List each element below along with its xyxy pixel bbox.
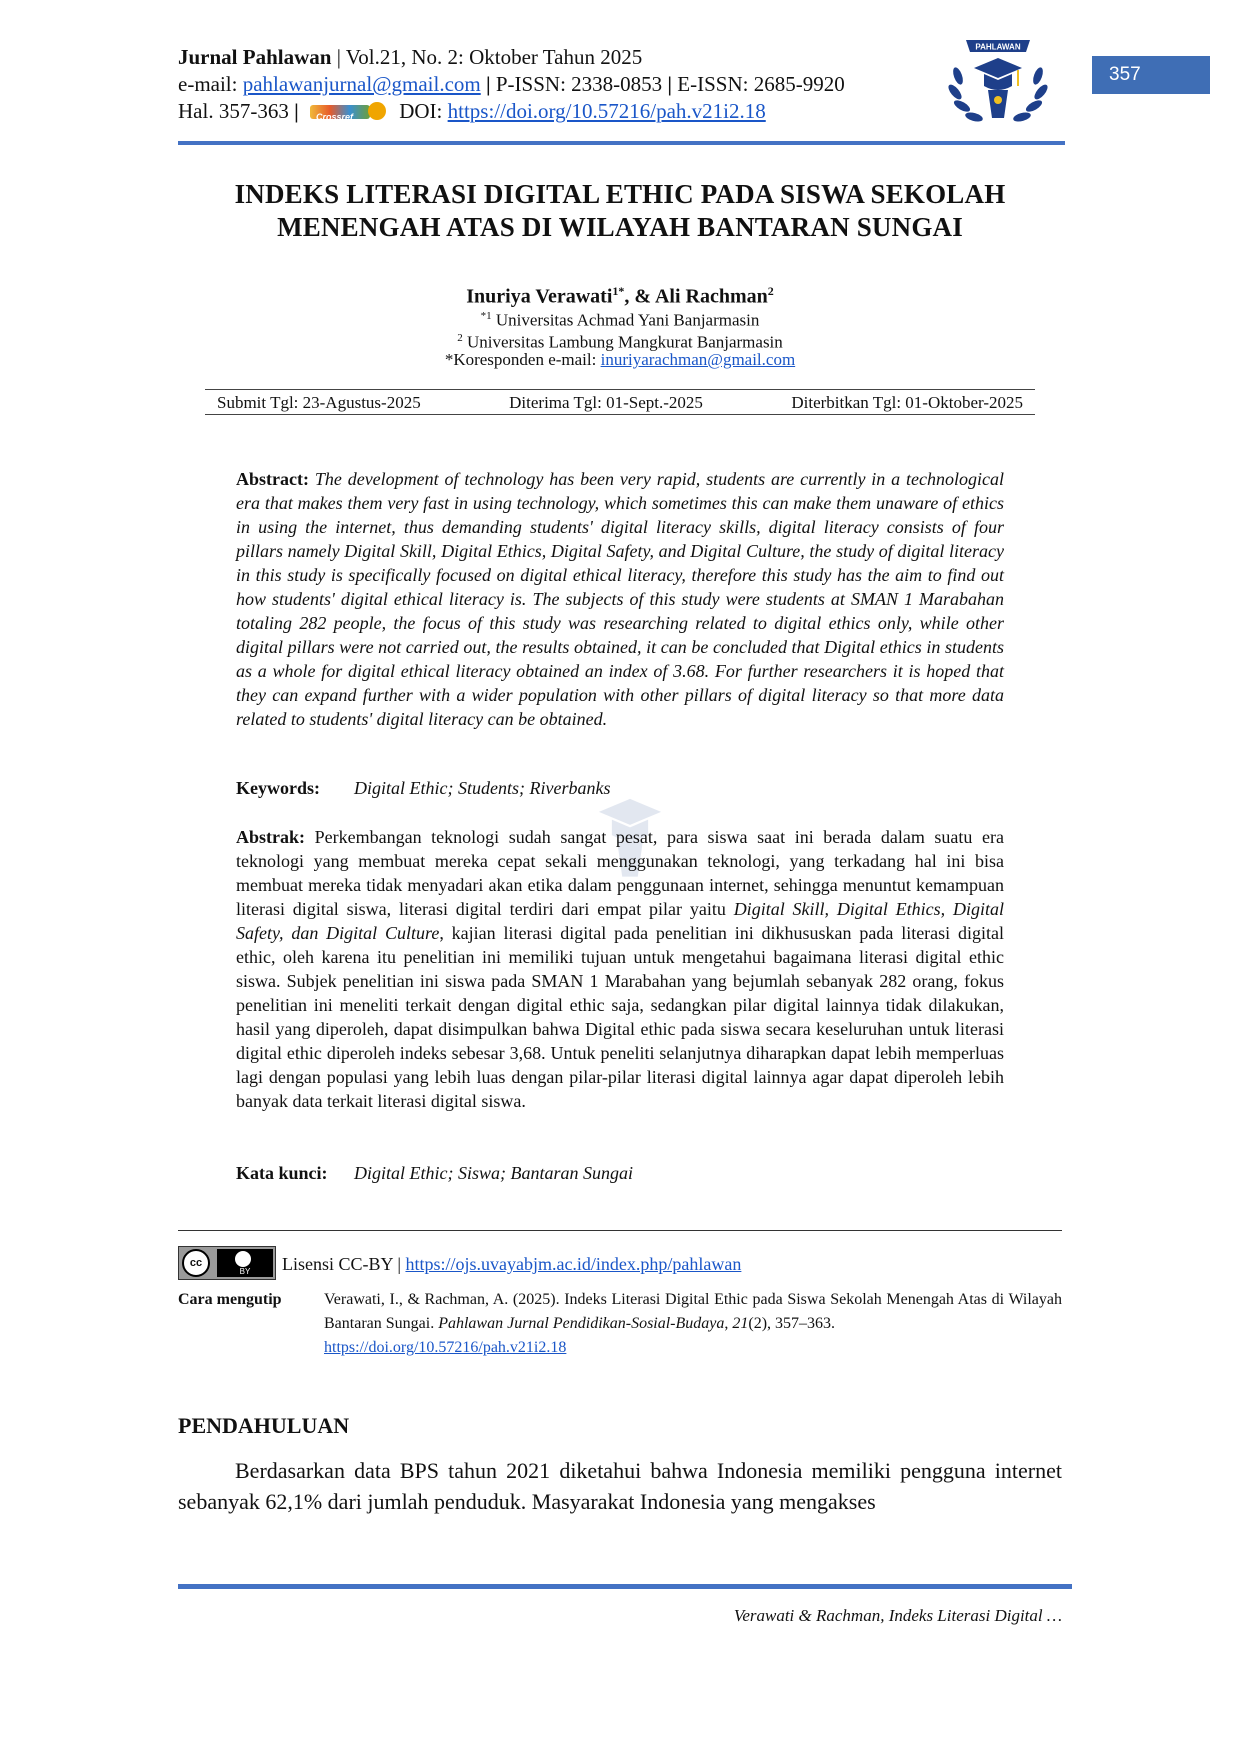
published-date: Diterbitkan Tgl: 01-Oktober-2025 [791, 393, 1023, 412]
header-line-2: e-mail: pahlawanjurnal@gmail.com | P-ISSN: 2338-0853 | E-ISSN: 2685-9920 [178, 72, 845, 96]
journal-url-link[interactable]: https://ojs.uvayabjm.ac.id/index.php/pahlawan [405, 1254, 742, 1274]
header-line-1: Jurnal Pahlawan | Vol.21, No. 2: Oktober Tahun 2025 [178, 45, 643, 69]
affiliation-1: $^{*1}$ Universitas Achmad Yani Banjarmasin [480, 310, 760, 330]
journal-logo [944, 34, 1052, 130]
kata-kunci-value: Digital Ethic; Siswa; Bantaran Sungai [354, 1163, 633, 1183]
citation-text: Verawati, I., & Rachman, A. (2025). Indeks Literasi Digital Ethic pada Siswa Sekolah Menengah Atas di Wilayah Bantaran Sungai. Pahlawan Jurnal Pendidikan-Sosial-Budaya, 21(2), 357–363. https://doi.org/10.57216/pah.v21i2.18 [324, 1291, 1062, 1356]
citation-label: Cara mengutip [178, 1291, 282, 1308]
cc-by-license-icon[interactable]: cc BY [178, 1246, 276, 1280]
article-title: INDEKS LITERASI DIGITAL ETHIC PADA SISWA SEKOLAH MENENGAH ATAS DI WILAYAH BANTARAN SUNGAI [234, 179, 1006, 242]
keywords-label: Keywords: [236, 778, 320, 798]
keywords-value: Digital Ethic; Students; Riverbanks [354, 778, 611, 798]
abstract-indonesian: Abstrak: Perkembangan teknologi sudah sangat pesat, para siswa saat ini berada dalam suatu era teknologi yang membuat mereka cepat sekali menggunakan teknologi, yang terkadang hal ini bisa membuat mereka tidak menyadari akan etika dalam penggunaan internet, sehingga menuntut kemampuan literasi digital siswa, literasi digital terdiri dari empat pilar yaitu Digital Skill, Digital Ethics, Digital Safety, dan Digital Culture, kajian literasi digital pada penelitian ini dikhususkan pada literasi digital ethic, oleh karena itu penelitian ini memiliki tujuan untuk mengetahui bagaimana literasi digital ethic siswa. Subjek penelitian ini siswa pada SMAN 1 Marabahan yang bejumlah sebanyak 282 orang, fokus penelitian ini meneliti terkait dengan digital ethic saja, sedangkan pilar digital lainnya tidak dilakukan, hasil yang diperoleh, dapat disimpulkan bahwa Digital ethic pada siswa secara keseluruhan untuk literasi digital ethic diperoleh indeks sebesar 3,68. Untuk peneliti selanjutnya diharapkan dapat lebih memperluas lagi dengan populasi yang lebih luas dengan pilar-pilar literasi digital lainnya agar dapat diperoleh lebih banyak data terkait literasi digital siswa. [236, 827, 1005, 1111]
submit-date: Submit Tgl: 23-Agustus-2025 [217, 393, 421, 412]
page-range: Hal. 357-363 [178, 99, 289, 123]
page-number-tab: 357 [1092, 56, 1210, 94]
footer-divider [178, 1584, 1072, 1589]
author-list: Inuriya Verawati$^{1*}$, & Ali Rachman$^2$ [466, 284, 774, 308]
keywords-english [236, 776, 610, 800]
svg-text:PAHLAWAN: PAHLAWAN [975, 42, 1021, 52]
accepted-date: Diterima Tgl: 01-Sept.-2025 [509, 393, 703, 412]
author-name: Inuriya Verawati [466, 285, 613, 308]
header-divider [178, 141, 1065, 145]
e-issn: E-ISSN: 2685-9920 [677, 72, 845, 96]
abstract-text: The development of technology has been very rapid, students are currently in a technological era that makes them very fast in using technology, which sometimes this can make them unaware of ethics in using the internet, thus demanding students' digital literacy skills, digital literacy consists of four pillars namely Digital Skill, Digital Ethics, Digital Safety, and Digital Culture, the study of digital literacy in this study is specifically focused on digital ethical literacy, therefore this study has the aim to find out how students' digital ethical literacy is. The subjects of this study were students at SMAN 1 Marabahan totaling 282 people, the focus of this study was researching related to digital ethics only, while other digital pillars were not carried out, the results obtained, it can be concluded that Digital ethics in students as a whole for digital ethical literacy obtained an index of 3.68. For further researchers it is hoped that they can expand further with a wider population with other pillars of digital literacy so that more data related to students' digital literacy can be obtained. [236, 469, 1004, 729]
keywords-indonesian [236, 1161, 633, 1185]
person-icon [235, 1251, 251, 1267]
p-issn: P-ISSN: 2338-0853 [495, 72, 663, 96]
journal-header [178, 44, 938, 125]
journal-email-link[interactable]: pahlawanjurnal@gmail.com [242, 72, 481, 96]
body-paragraph: Berdasarkan data BPS tahun 2021 diketahui bahwa Indonesia memiliki pengguna internet sebanyak 62,1% dari jumlah penduduk. Masyarakat Indonesia yang mengakses [178, 1458, 1062, 1514]
corresponding-email: *Koresponden e-mail: inuriyarachman@gmail.com [444, 350, 796, 369]
citation-doi-link[interactable]: https://doi.org/10.57216/pah.v21i2.18 [324, 1339, 567, 1356]
crossref-logo-icon: Crossref [310, 100, 388, 122]
author-name: Ali Rachman [654, 285, 768, 308]
submission-dates [205, 389, 1035, 415]
license-divider [178, 1230, 1062, 1231]
section-heading: PENDAHULUAN [178, 1413, 350, 1438]
kata-kunci-label: Kata kunci: [236, 1163, 328, 1183]
running-footer: Verawati & Rachman, Indeks Literasi Digital … [733, 1606, 1062, 1625]
journal-issue: Vol.21, No. 2: Oktober Tahun 2025 [345, 45, 643, 69]
abstract-english [236, 467, 1004, 731]
header-line-3: Hal. 357-363 | Crossref DOI: https://doi.org/10.57216/pah.v21i2.18 [178, 99, 766, 123]
doi-link[interactable]: https://doi.org/10.57216/pah.v21i2.18 [447, 99, 766, 123]
license-line: Lisensi CC-BY | https://ojs.uvayabjm.ac.id/index.php/pahlawan [282, 1254, 742, 1274]
journal-name: Jurnal Pahlawan [178, 45, 332, 69]
affiliation-2: $^2$ Universitas Lambung Mangkurat Banjarmasin [457, 332, 783, 352]
corresponding-email-link[interactable]: inuriyarachman@gmail.com [600, 350, 796, 369]
abstrak-label: Abstrak: [236, 827, 306, 847]
abstract-label: Abstract: [236, 469, 309, 489]
